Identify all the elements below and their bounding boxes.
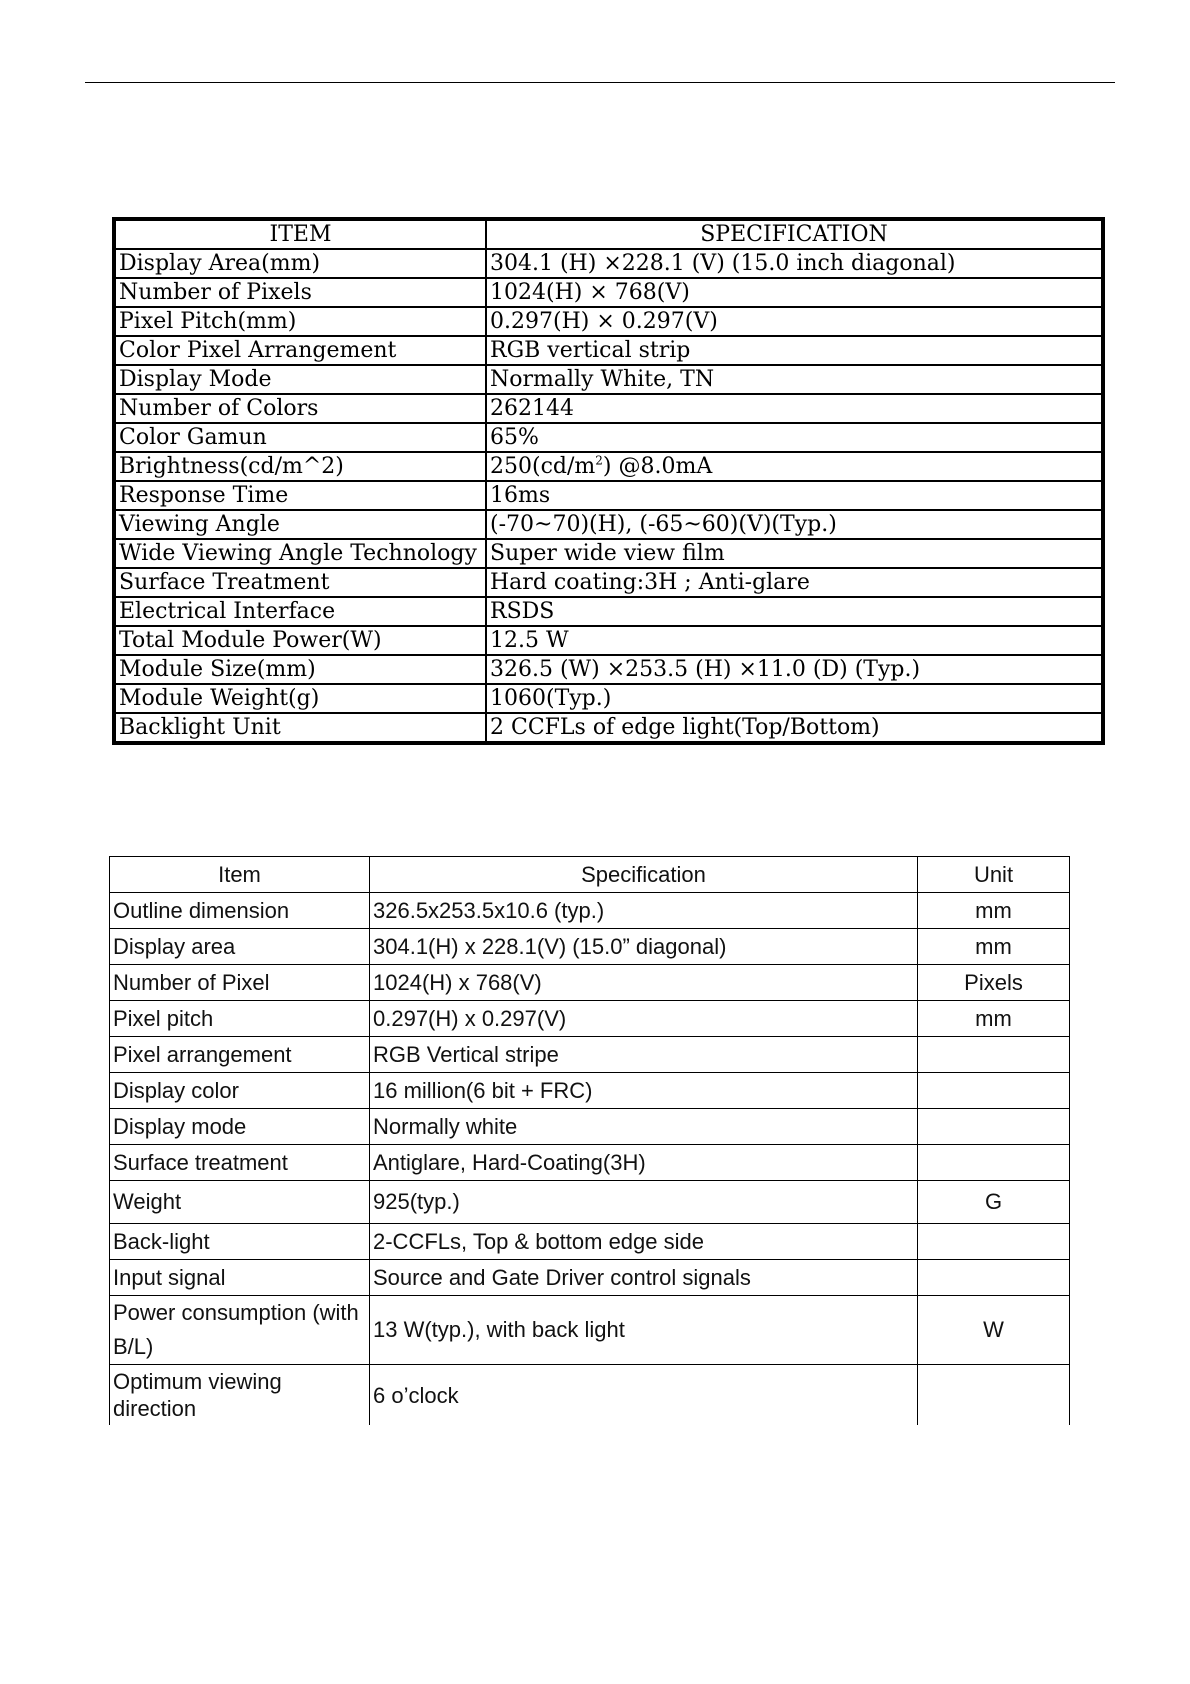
item-cell: Module Weight(g) <box>114 684 486 713</box>
column-header-item: Item <box>110 857 370 893</box>
spec-cell: Normally White, TN <box>486 365 1103 394</box>
spec-cell: 12.5 W <box>486 626 1103 655</box>
item-cell: Backlight Unit <box>114 713 486 743</box>
spec-cell: 1060(Typ.) <box>486 684 1103 713</box>
table-row <box>114 510 1103 539</box>
table-row <box>110 1181 1070 1224</box>
item-cell: Weight <box>110 1181 370 1224</box>
item-cell: Display Mode <box>114 365 486 394</box>
item-cell: Surface Treatment <box>114 568 486 597</box>
item-cell: Optimum viewing direction <box>110 1365 370 1426</box>
table-row <box>114 481 1103 510</box>
spec-cell: RGB Vertical stripe <box>370 1037 918 1073</box>
spec-cell: Antiglare, Hard-Coating(3H) <box>370 1145 918 1181</box>
item-cell: Response Time <box>114 481 486 510</box>
table-row <box>110 1260 1070 1296</box>
item-cell: Display mode <box>110 1109 370 1145</box>
spec-cell: 1024(H) × 768(V) <box>486 278 1103 307</box>
spec-cell: 6 o’clock <box>370 1365 918 1426</box>
unit-cell <box>918 1365 1070 1426</box>
spec-table-serif <box>112 217 1105 745</box>
item-cell: Outline dimension <box>110 893 370 929</box>
item-cell: Pixel pitch <box>110 1001 370 1037</box>
table-row <box>110 1145 1070 1181</box>
item-cell: Electrical Interface <box>114 597 486 626</box>
table-header-row <box>114 219 1103 249</box>
spec-cell: RSDS <box>486 597 1103 626</box>
table-row <box>110 1037 1070 1073</box>
table-row <box>110 893 1070 929</box>
table-row <box>110 1001 1070 1037</box>
spec-cell: 2-CCFLs, Top & bottom edge side <box>370 1224 918 1260</box>
spec-cell: 2 CCFLs of edge light(Top/Bottom) <box>486 713 1103 743</box>
item-cell: Number of Pixel <box>110 965 370 1001</box>
table-row <box>114 713 1103 743</box>
item-cell: Power consumption (with B/L) <box>110 1296 370 1365</box>
item-cell: Color Pixel Arrangement <box>114 336 486 365</box>
spec-cell: Normally white <box>370 1109 918 1145</box>
table-row <box>110 929 1070 965</box>
header-rule <box>85 82 1115 83</box>
item-cell: Input signal <box>110 1260 370 1296</box>
unit-cell <box>918 1260 1070 1296</box>
column-header-item: ITEM <box>114 219 486 249</box>
table-row <box>114 249 1103 278</box>
table-row <box>114 394 1103 423</box>
spec-cell: 304.1(H) x 228.1(V) (15.0” diagonal) <box>370 929 918 965</box>
table-row <box>114 452 1103 481</box>
item-cell: Color Gamun <box>114 423 486 452</box>
spec-text: 250(cd/m <box>490 454 596 479</box>
spec-table-sans <box>109 856 1070 1425</box>
column-header-specification: Specification <box>370 857 918 893</box>
unit-cell <box>918 1073 1070 1109</box>
spec-cell: 262144 <box>486 394 1103 423</box>
unit-cell: G <box>918 1181 1070 1224</box>
table-row <box>110 1365 1070 1426</box>
spec-cell: 304.1 (H) ×228.1 (V) (15.0 inch diagonal) <box>486 249 1103 278</box>
spec-cell: Hard coating:3H ; Anti-glare <box>486 568 1103 597</box>
spec-cell: 925(typ.) <box>370 1181 918 1224</box>
table-row <box>114 626 1103 655</box>
superscript: 2 <box>595 453 603 468</box>
spec-cell: 1024(H) x 768(V) <box>370 965 918 1001</box>
spec-cell: 0.297(H) x 0.297(V) <box>370 1001 918 1037</box>
item-cell: Wide Viewing Angle Technology <box>114 539 486 568</box>
table-row <box>114 365 1103 394</box>
table-row <box>114 539 1103 568</box>
unit-cell <box>918 1145 1070 1181</box>
spec-cell: 65% <box>486 423 1103 452</box>
spec-cell: 16ms <box>486 481 1103 510</box>
item-cell: Number of Pixels <box>114 278 486 307</box>
spec-cell: Source and Gate Driver control signals <box>370 1260 918 1296</box>
table-row <box>114 423 1103 452</box>
table-row <box>114 336 1103 365</box>
spec-text: ) @8.0mA <box>602 454 713 479</box>
item-cell: Viewing Angle <box>114 510 486 539</box>
unit-cell: mm <box>918 1001 1070 1037</box>
table-row <box>110 965 1070 1001</box>
column-header-unit: Unit <box>918 857 1070 893</box>
unit-cell <box>918 1224 1070 1260</box>
table-row <box>114 307 1103 336</box>
table-row <box>110 1073 1070 1109</box>
table-row <box>110 1224 1070 1260</box>
unit-cell: W <box>918 1296 1070 1365</box>
spec-cell: 13 W(typ.), with back light <box>370 1296 918 1365</box>
spec-cell: Super wide view film <box>486 539 1103 568</box>
table-header-row <box>110 857 1070 893</box>
table-row <box>114 568 1103 597</box>
spec-cell: 326.5x253.5x10.6 (typ.) <box>370 893 918 929</box>
item-cell: Display color <box>110 1073 370 1109</box>
unit-cell: Pixels <box>918 965 1070 1001</box>
spec-cell: 326.5 (W) ×253.5 (H) ×11.0 (D) (Typ.) <box>486 655 1103 684</box>
spec-cell: (-70~70)(H), (-65~60)(V)(Typ.) <box>486 510 1103 539</box>
item-cell: Surface treatment <box>110 1145 370 1181</box>
item-cell: Number of Colors <box>114 394 486 423</box>
item-cell: Display area <box>110 929 370 965</box>
item-cell: Module Size(mm) <box>114 655 486 684</box>
unit-cell: mm <box>918 929 1070 965</box>
spec-cell: RGB vertical strip <box>486 336 1103 365</box>
table-row <box>110 1296 1070 1365</box>
item-cell: Back-light <box>110 1224 370 1260</box>
unit-cell <box>918 1109 1070 1145</box>
spec-cell: 16 million(6 bit + FRC) <box>370 1073 918 1109</box>
spec-cell <box>486 452 1103 481</box>
table-row <box>114 655 1103 684</box>
table-row <box>114 684 1103 713</box>
table-row <box>114 597 1103 626</box>
table-row <box>110 1109 1070 1145</box>
table-row <box>114 278 1103 307</box>
spec-cell: 0.297(H) × 0.297(V) <box>486 307 1103 336</box>
item-cell: Brightness(cd/m^2) <box>114 452 486 481</box>
item-cell: Total Module Power(W) <box>114 626 486 655</box>
item-cell: Display Area(mm) <box>114 249 486 278</box>
unit-cell: mm <box>918 893 1070 929</box>
item-cell: Pixel arrangement <box>110 1037 370 1073</box>
item-cell: Pixel Pitch(mm) <box>114 307 486 336</box>
unit-cell <box>918 1037 1070 1073</box>
column-header-specification: SPECIFICATION <box>486 219 1103 249</box>
